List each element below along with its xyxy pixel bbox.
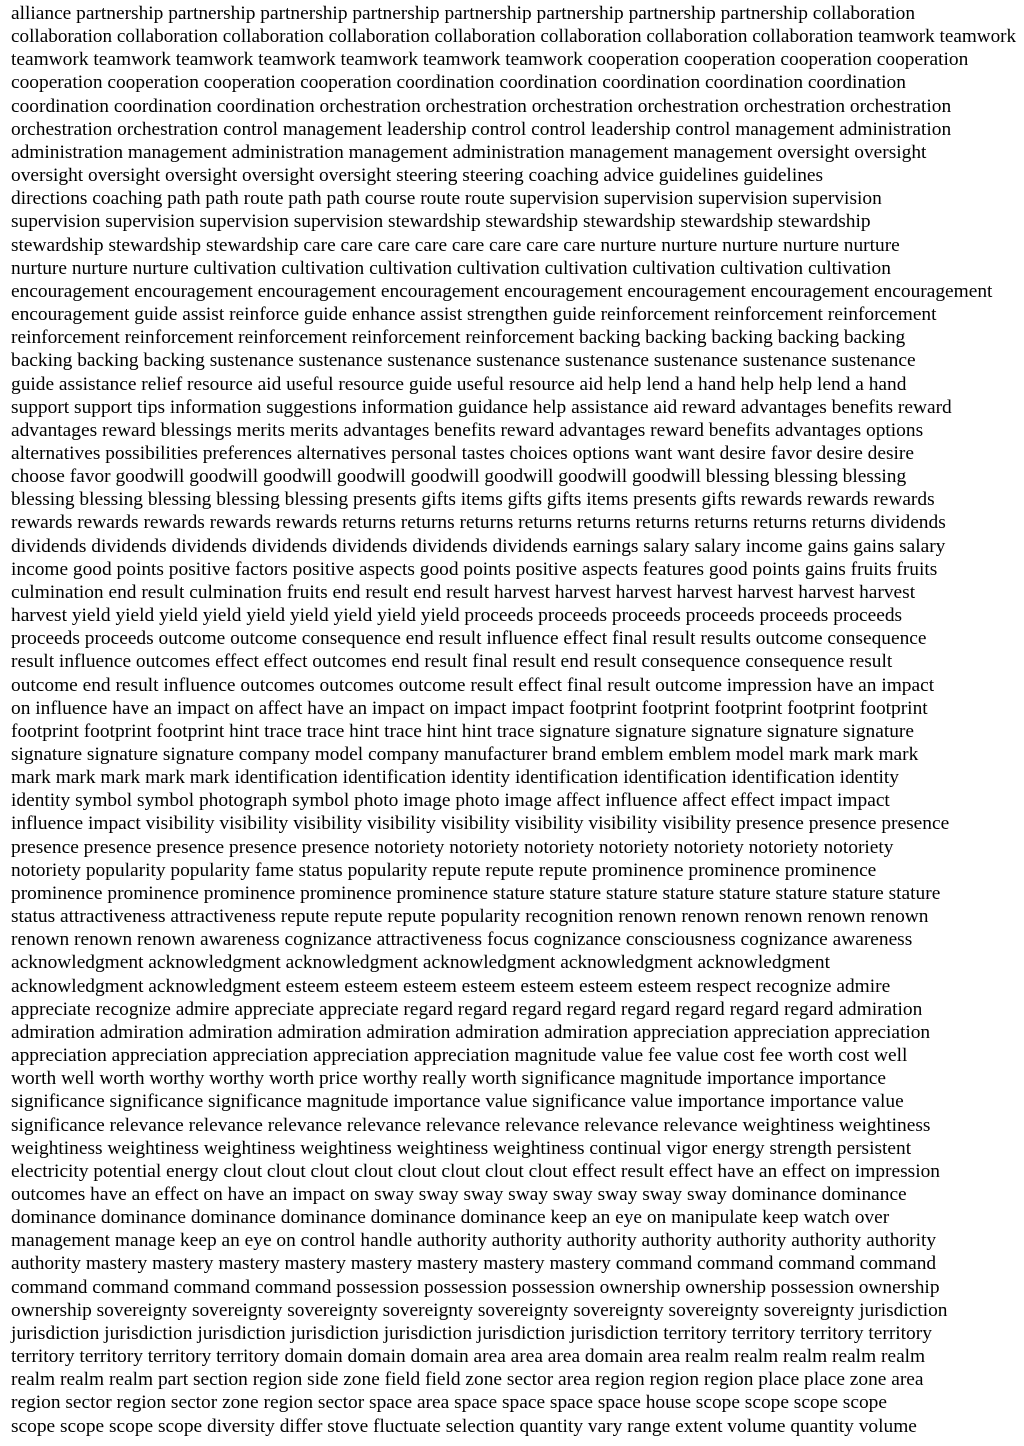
text-line: on influence have an impact on affect have an impact on impact impact footprint footprint footprint footprint footprint (11, 697, 928, 719)
text-line: scope scope scope scope diversity differ stove fluctuate selection quantity vary range extent volume quantity volume (11, 1415, 917, 1437)
text-line: alliance partnership partnership partnership partnership partnership partnership partnership partnership collaboration (11, 3, 916, 24)
text-line: authority mastery mastery mastery mastery mastery mastery mastery mastery command command command command (11, 1253, 937, 1275)
text-line: mark mark mark mark mark identification identification identity identification identification identification identity (11, 767, 899, 789)
text-line: electricity potential energy clout clout clout clout clout clout clout clout effect result effect have an effect on impression (11, 1160, 940, 1182)
text-line: appreciate recognize admire appreciate appreciate regard regard regard regard regard regard regard regard admiration (11, 998, 923, 1020)
text-line: coordination coordination coordination orchestration orchestration orchestration orchestration orchestration orchestration (11, 95, 952, 117)
text-line: appreciation appreciation appreciation appreciation appreciation magnitude value fee value cost fee worth cost well (11, 1045, 908, 1067)
text-line: alternatives possibilities preferences alternatives personal tastes choices options want want desire favor desire desire (11, 442, 914, 464)
text-line: signature signature signature company model company manufacturer brand emblem emblem model mark mark mark (11, 744, 919, 765)
text-line: footprint footprint footprint hint trace trace hint trace hint hint trace signature signature signature signature signature (11, 720, 914, 742)
text-line: management manage keep an eye on control handle authority authority authority authority authority authority authority (11, 1230, 937, 1252)
text-line: ownership sovereignty sovereignty sovereignty sovereignty sovereignty sovereignty sovereignty sovereignty jurisdiction (11, 1299, 948, 1321)
text-line: outcome end result influence outcomes outcomes outcome result effect final result outcome impression have an impact (11, 674, 935, 696)
text-line: dominance dominance dominance dominance dominance dominance keep an eye on manipulate keep watch over (11, 1207, 890, 1229)
text-line: stewardship stewardship stewardship care care care care care care care care nurture nurture nurture nurture nurture (11, 234, 900, 256)
text-line: administration management administration management administration management management oversight oversight (11, 141, 927, 163)
text-line: identity symbol symbol photograph symbol photo image photo image affect influence affect effect impact impact (11, 790, 890, 812)
text-line: encouragement encouragement encouragement encouragement encouragement encouragement encouragement encouragement (11, 280, 993, 302)
text-line: admiration admiration admiration admiration admiration admiration admiration appreciation appreciation appreciation (11, 1021, 931, 1043)
text-line: acknowledgment acknowledgment acknowledgment acknowledgment acknowledgment acknowledgment (11, 952, 830, 974)
text-line: presence presence presence presence presence notoriety notoriety notoriety notoriety notoriety notoriety notoriety (11, 836, 894, 858)
text-line: proceeds proceeds outcome outcome consequence end result influence effect final result results outcome consequence (11, 628, 927, 650)
text-line: command command command command possession possession possession ownership ownership possession ownership (11, 1276, 940, 1298)
text-line: weightiness weightiness weightiness weightiness weightiness weightiness continual vigor energy strength persistent (11, 1137, 912, 1159)
text-line: dividends dividends dividends dividends dividends dividends dividends earnings salary salary income gains gains salary (11, 535, 946, 557)
text-line: encouragement guide assist reinforce guide enhance assist strengthen guide reinforcement reinforcement reinforcement (11, 304, 937, 326)
text-line: renown renown renown awareness cognizance attractiveness focus cognizance consciousness cognizance awareness (11, 929, 913, 951)
text-line: collaboration collaboration collaboration collaboration collaboration collaboration collaboration collaboration teamwork teamwork (11, 26, 1017, 48)
text-line: cooperation cooperation cooperation cooperation coordination coordination coordination coordination coordination (11, 72, 906, 94)
text-line: directions coaching path path route path path course route route supervision supervision supervision supervision (11, 188, 882, 210)
text-line: support support tips information suggestions information guidance help assistance aid reward advantages benefits reward (11, 396, 952, 418)
text-line: notoriety popularity popularity fame status popularity repute repute repute prominence prominence prominence (11, 859, 877, 881)
text-line: realm realm realm part section region side zone field field zone sector area region region region place place zone area (11, 1369, 924, 1391)
text-line: status attractiveness attractiveness repute repute repute popularity recognition renown renown renown renown renown (11, 906, 929, 928)
text-line: teamwork teamwork teamwork teamwork teamwork teamwork teamwork cooperation cooperation cooperation cooperation (11, 49, 969, 71)
text-line: orchestration orchestration control management leadership control control leadership control management administration (11, 118, 952, 140)
text-line: supervision supervision supervision supervision stewardship stewardship stewardship stewardship stewardship (11, 211, 871, 233)
text-line: blessing blessing blessing blessing blessing presents gifts items gifts gifts items presents gifts rewards rewards rewards (11, 489, 935, 511)
text-line: oversight oversight oversight oversight oversight steering steering coaching advice guidelines guidelines (11, 165, 824, 187)
text-line: worth well worth worthy worthy worth price worthy really worth significance magnitude importance importance (11, 1068, 887, 1090)
text-line: result influence outcomes effect effect outcomes end result final result end result consequence consequence result (11, 651, 893, 673)
text-line: significance relevance relevance relevance relevance relevance relevance relevance relevance weightiness weightiness (11, 1114, 931, 1136)
text-line: territory territory territory territory domain domain domain area area area domain area realm realm realm realm realm (11, 1346, 926, 1368)
text-line: prominence prominence prominence prominence prominence stature stature stature stature stature stature stature stature (11, 882, 941, 904)
document-body (11, 2, 1016, 1438)
text-line: choose favor goodwill goodwill goodwill goodwill goodwill goodwill goodwill goodwill blessing blessing blessing (11, 466, 907, 488)
text-line: nurture nurture nurture cultivation cultivation cultivation cultivation cultivation cultivation cultivation cultivation (11, 257, 891, 279)
text-line: income good points positive factors positive aspects good points positive aspects features good points gains fruits fruits (11, 558, 938, 580)
text-line: influence impact visibility visibility visibility visibility visibility visibility visibility visibility presence presence presence (11, 813, 950, 835)
text-line: guide assistance relief resource aid useful resource guide useful resource aid help lend a hand help help lend a hand (11, 373, 907, 395)
text-line: backing backing backing sustenance sustenance sustenance sustenance sustenance sustenance sustenance sustenance (11, 350, 916, 372)
text-line: jurisdiction jurisdiction jurisdiction jurisdiction jurisdiction jurisdiction jurisdiction territory territory territory territory (11, 1322, 932, 1344)
text-line: region sector region sector zone region sector space area space space space space house scope scope scope scope (11, 1392, 887, 1414)
text-line: rewards rewards rewards rewards rewards returns returns returns returns returns returns returns returns returns dividends (11, 512, 946, 534)
text-line: acknowledgment acknowledgment esteem esteem esteem esteem esteem esteem esteem respect recognize admire (11, 975, 891, 997)
text-line: significance significance significance magnitude importance value significance value importance importance value (11, 1091, 904, 1113)
text-line: reinforcement reinforcement reinforcement reinforcement reinforcement backing backing backing backing backing (11, 327, 906, 349)
text-line: harvest yield yield yield yield yield yield yield yield yield proceeds proceeds proceeds proceeds proceeds proceeds (11, 605, 903, 627)
text-line: culmination end result culmination fruits end result end result harvest harvest harvest harvest harvest harvest harvest (11, 581, 916, 603)
text-line: advantages reward blessings merits merits advantages benefits reward advantages reward benefits advantages options (11, 419, 924, 441)
text-line: outcomes have an effect on have an impact on sway sway sway sway sway sway sway sway dominance dominance (11, 1183, 907, 1205)
